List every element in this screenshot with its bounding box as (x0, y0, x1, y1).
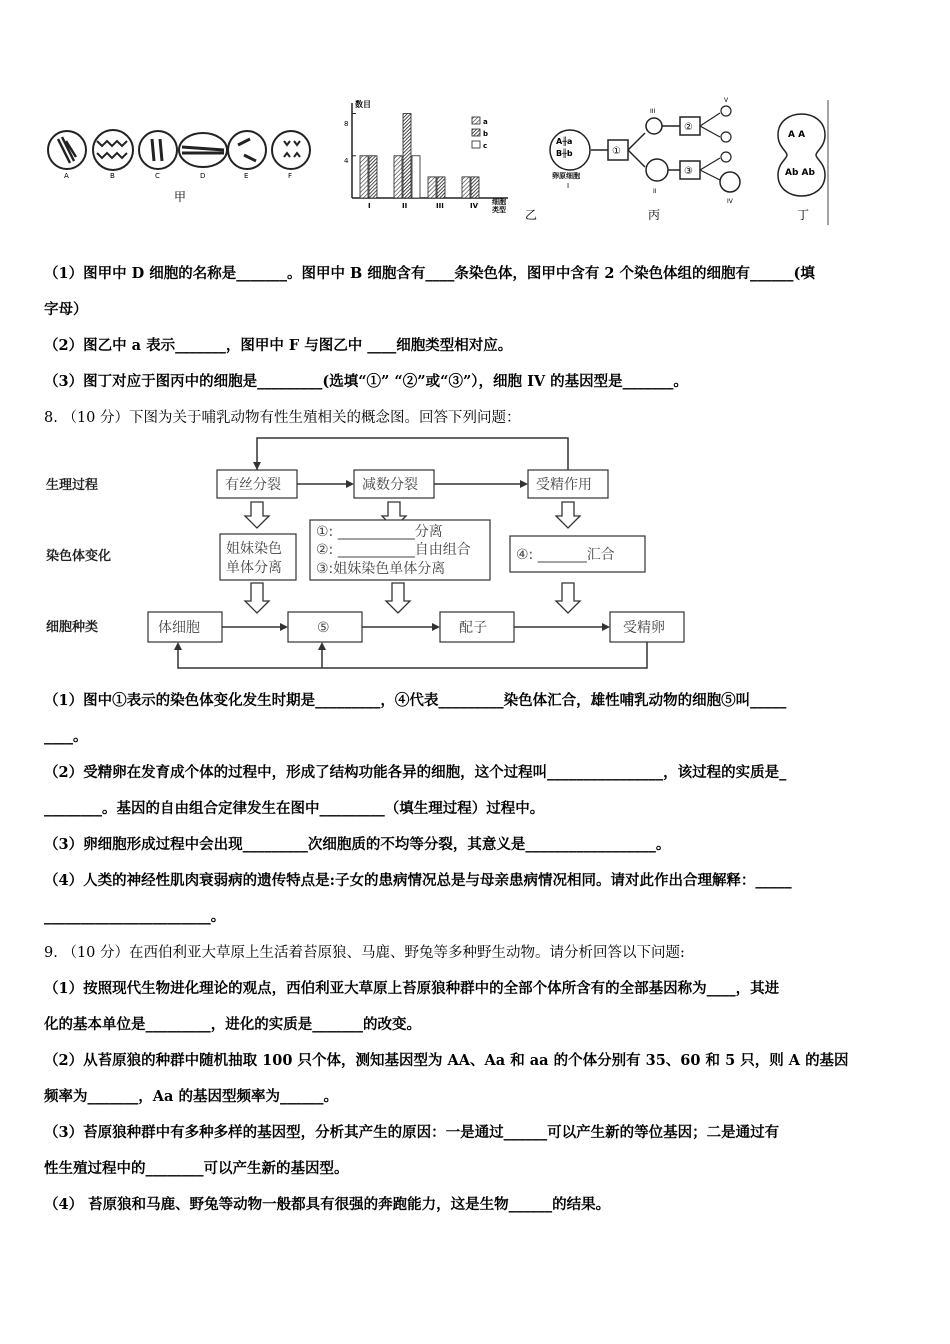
svg-text:姐妹染色: 姐妹染色 (226, 541, 282, 557)
cell-F (272, 131, 310, 180)
q8-part1: （1）图中①表示的染色体变化发生时期是_________，④代表_________染色体汇合，雄性哺乳动物的细胞⑤叫_____ (44, 692, 787, 709)
figure-jia (48, 130, 310, 204)
legend-label-b: b (483, 130, 489, 138)
svg-text:单体分离: 单体分离 (226, 560, 282, 576)
x-tick-I: I (368, 202, 371, 210)
q8-part2: （2）受精卵在发育成个体的过程中，形成了结构功能各异的细胞，这个过程叫________________，该过程的实质是_ (44, 764, 787, 781)
svg-text:①: ① (612, 146, 621, 157)
q8-part2-cont: ________。基因的自由组合定律发生在图中_________（填生理过程）过程中。 (44, 800, 545, 817)
svg-text:B╫b: B╫b (556, 149, 573, 158)
svg-text:②: ② (684, 122, 693, 133)
svg-text:③:姐妹染色单体分离: ③:姐妹染色单体分离 (316, 561, 446, 577)
legend-swatch-b (472, 129, 480, 136)
figure-yi (344, 99, 537, 222)
q8-part1-cont: ____。 (44, 728, 88, 745)
svg-text:①: ___________分离: ①: ___________分离 (316, 524, 443, 540)
cell-E (228, 131, 266, 180)
svg-text:有丝分裂: 有丝分裂 (225, 477, 281, 493)
q8-block (44, 683, 910, 1223)
bar-IV-b (471, 177, 479, 198)
q7-part1: （1）图甲中 D 细胞的名称是_______。图甲中 B 细胞含有____条染色体，图甲中含有 2 个染色体组的细胞有______(填 (44, 265, 815, 282)
y-tick-4: 4 (344, 157, 349, 165)
cell-III (646, 118, 662, 134)
chart-yi (344, 99, 508, 214)
q9-part2: （2）从苔原狼的种群中随机抽取 100 只个体，测知基因型为 AA、Aa 和 aa 的个体分别有 35、60 和 5 只，则 A 的基因 (44, 1052, 849, 1069)
q8-part4-cont: _______________________。 (44, 908, 226, 925)
dividing-cell (778, 114, 825, 196)
svg-text:②: ___________自由组合: ②: ___________自由组合 (316, 542, 471, 558)
legend-label-c: c (483, 142, 488, 150)
svg-text:④: _______汇合: ④: _______汇合 (516, 547, 615, 563)
figure-jia-label: 甲 (174, 190, 187, 204)
svg-text:体细胞: 体细胞 (158, 620, 200, 636)
svg-text:V: V (724, 97, 729, 104)
figure-bing-label: 丙 (648, 208, 661, 222)
x-tick-III: III (436, 202, 444, 210)
bar-IV-a (462, 177, 470, 198)
bar-III-b (437, 177, 445, 198)
svg-text:A: A (64, 172, 69, 180)
svg-text:II: II (653, 188, 657, 195)
q7-part1-cont: 字母） (44, 301, 88, 318)
legend-swatch-a (472, 117, 480, 124)
q7-part3: （3）图丁对应于图丙中的细胞是_________(选填“①” “②”或“③”），细胞 IV 的基因型是_______。 (44, 373, 688, 390)
x-tick-II: II (402, 202, 408, 210)
svg-text:减数分裂: 减数分裂 (362, 477, 418, 493)
q8-part4: （4）人类的神经性肌肉衰弱病的遗传特点是:子女的患病情况总是与母亲患病情况相同。请对此作出合理解释：_____ (44, 872, 792, 889)
oogonium-label: 卵原细胞 (552, 172, 580, 180)
figure-row (40, 95, 920, 235)
cell-II (646, 159, 668, 181)
q9-part2-cont: 频率为_______，Aa 的基因型频率为______。 (44, 1088, 338, 1105)
figure-bing (550, 97, 828, 225)
svg-text:受精作用: 受精作用 (536, 477, 592, 493)
q9-part1: （1）按照现代生物进化理论的观点，西伯利亚大草原上苔原狼种群中的全部个体所含有的全部基因称为____，其进 (44, 980, 780, 997)
svg-text:⑤: ⑤ (317, 620, 330, 636)
svg-text:③: ③ (684, 166, 693, 177)
q9-part4: （4） 苔原狼和马鹿、野兔等动物一般都具有很强的奔跑能力，这是生物______的结果。 (44, 1196, 611, 1213)
concept-map (40, 430, 740, 680)
svg-text:IV: IV (727, 198, 733, 205)
bar-I-b (369, 156, 377, 198)
svg-text:A╫a: A╫a (556, 137, 573, 146)
legend-swatch-c (472, 141, 480, 148)
q9-part3: （3）苔原狼种群中有多种多样的基因型，分析其产生的原因：一是通过______可以产生新的等位基因；二是通过有 (44, 1124, 780, 1141)
row-label-chromosome: 染色体变化 (46, 549, 112, 564)
row-label-process: 生理过程 (46, 478, 99, 493)
x-axis-label-1: 细胞 (492, 198, 506, 206)
svg-text:D: D (200, 172, 206, 180)
q9-part3-cont: 性生殖过程中的________可以产生新的基因型。 (44, 1160, 349, 1177)
svg-text:B: B (110, 172, 115, 180)
x-axis-label-2: 类型 (492, 206, 506, 214)
svg-text:受精卵: 受精卵 (623, 620, 665, 636)
y-axis-label: 数目 (355, 100, 371, 109)
svg-text:A A: A A (788, 130, 806, 140)
q8-part3: （3）卵细胞形成过程中会出现_________次细胞质的不均等分裂，其意义是__________________。 (44, 836, 671, 853)
svg-text:Ab Ab: Ab Ab (785, 168, 815, 178)
figure-ding (778, 114, 825, 222)
cell-C (139, 131, 177, 180)
svg-text:配子: 配子 (459, 620, 487, 636)
q9-part1-cont: 化的基本单位是_________，进化的实质是_______的改变。 (44, 1016, 421, 1033)
row-label-cell: 细胞种类 (46, 620, 99, 635)
svg-text:C: C (155, 172, 160, 180)
x-tick-IV: IV (470, 202, 479, 210)
bar-II-b (403, 114, 411, 198)
q9-heading: 9. （10 分）在西伯利亚大草原上生活着苔原狼、马鹿、野兔等多种野生动物。请分析回答以下问题: (44, 945, 685, 961)
y-tick-8: 8 (344, 120, 349, 128)
q7-part2: （2）图乙中 a 表示_______，图甲中 F 与图乙中 ____细胞类型相对应。 (44, 337, 513, 354)
figure-yi-label: 乙 (525, 208, 538, 222)
bar-I-a (360, 156, 368, 198)
legend-label-a: a (483, 118, 488, 126)
bar-II-c (412, 156, 420, 198)
q8-heading: 8. （10 分）下图为关于哺乳动物有性生殖相关的概念图。回答下列问题： (44, 410, 521, 426)
cell-IV (720, 172, 740, 192)
svg-text:E: E (244, 172, 249, 180)
bar-III-a (428, 177, 436, 198)
cell-A (48, 131, 86, 180)
q7-block (44, 256, 910, 436)
figure-ding-label: 丁 (797, 208, 810, 222)
svg-text:F: F (288, 172, 293, 180)
cell-B (93, 130, 133, 180)
svg-text:III: III (650, 108, 656, 115)
bar-II-a (394, 156, 402, 198)
cell-D (179, 133, 227, 180)
svg-text:I: I (567, 182, 570, 190)
